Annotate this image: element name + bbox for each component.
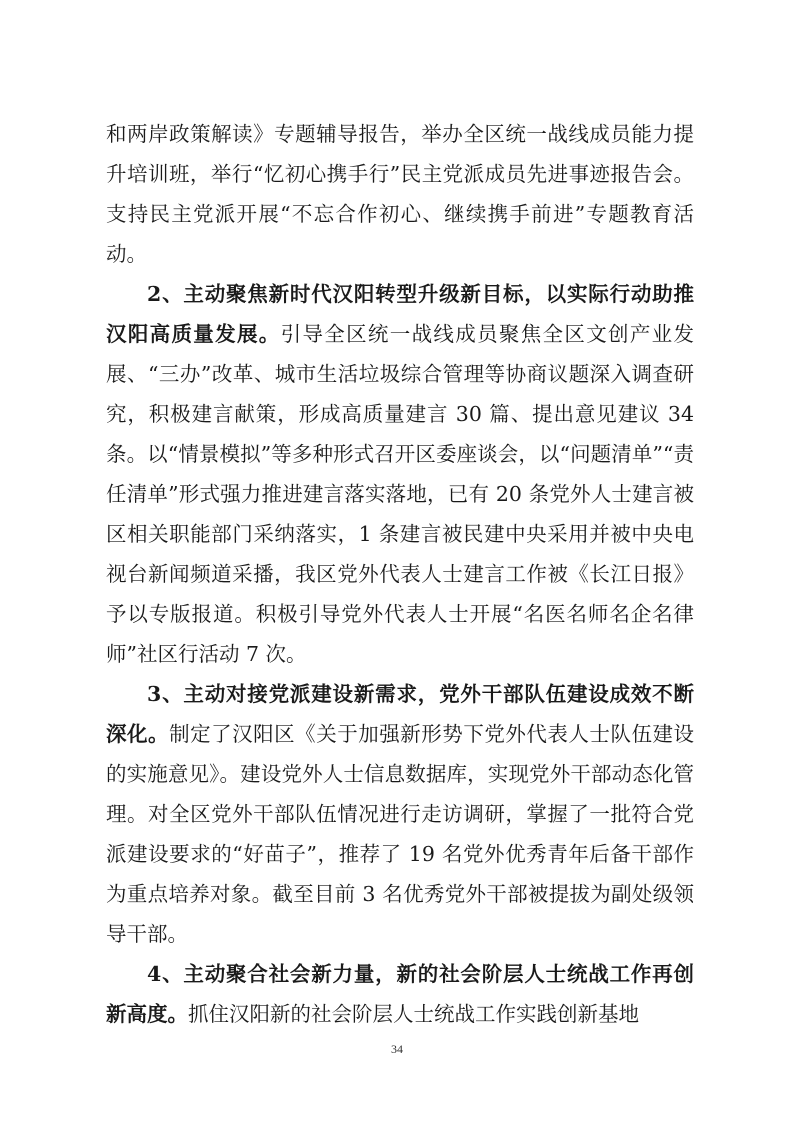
body-text	[106, 114, 694, 1034]
paragraph-text: 和两岸政策解读》专题辅导报告，举办全区统一战线成员能力提升培训班，举行“忆初心携手行”民主党派成员先进事迹报告会。支持民主党派开展“不忘合作初心、继续携手前进”专题教育活动。	[106, 122, 694, 266]
page-number: 34	[391, 1042, 403, 1056]
paragraph-heading: 3、主动对接党派建设新需求，党外干部队伍建设成效不断深化。	[106, 682, 694, 746]
paragraph-item-3	[106, 674, 694, 954]
paragraph-heading: 4、主动聚合社会新力量，新的社会阶层人士统战工作再创新高度。	[106, 962, 694, 1026]
paragraph-text: 制定了汉阳区《关于加强新形势下党外代表人士队伍建设的实施意见》。建设党外人士信息数据库，实现党外干部动态化管理。对全区党外干部队伍情况进行走访调研，掌握了一批符合党派建设要求的“好苗子”，推荐了 19 名党外优秀青年后备干部作为重点培养对象。截至目前 3 名优秀党外干部被提拔为副处级领导干部。	[106, 722, 695, 946]
paragraph-heading: 2、主动聚焦新时代汉阳转型升级新目标，以实际行动助推汉阳高质量发展。	[106, 282, 694, 346]
paragraph-item-4	[106, 954, 694, 1034]
paragraph-text: 抓住汉阳新的社会阶层人士统战工作实践创新基地	[188, 1002, 639, 1026]
paragraph-continued	[106, 114, 694, 274]
paragraph-item-2	[106, 274, 694, 674]
paragraph-text: 引导全区统一战线成员聚焦全区文创产业发展、“三办”改革、城市生活垃圾综合管理等协商议题深入调查研究，积极建言献策，形成高质量建言 30 篇、提出意见建议 34 条。以“情景模拟”等多种形式召开区委座谈会，以“问题清单”“责任清单”形式强力推进建言落实落地，已有 20 条党外人士建言被区相关职能部门采纳落实，1 条建言被民建中央采用并被中央电视台新闻频道采播，我区党外代表人士建言工作被《长江日报》予以专版报道。积极引导党外代表人士开展“名医名师名企名律师”社区行活动 7 次。	[106, 322, 695, 666]
